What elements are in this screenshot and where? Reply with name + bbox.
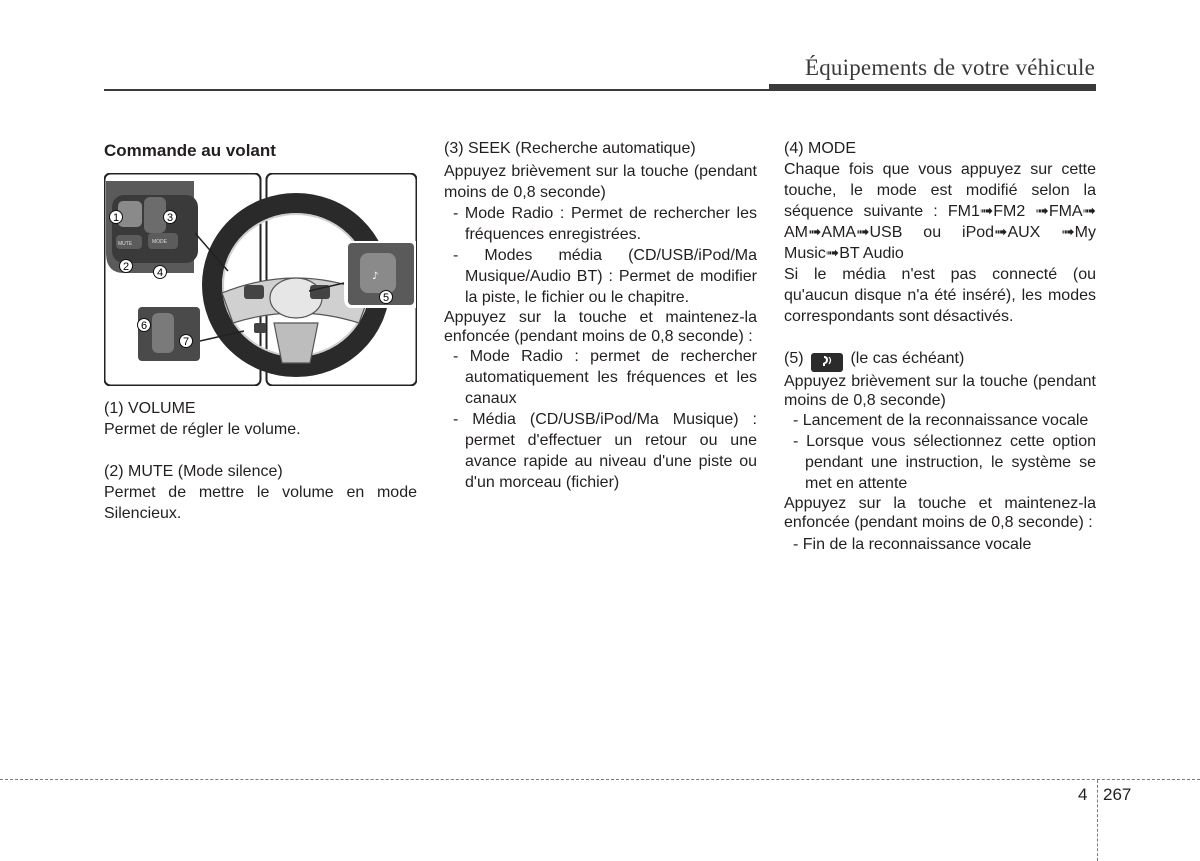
svg-text:♪: ♪ (372, 271, 379, 282)
header-rule-thick (769, 84, 1096, 91)
seek-long-press: Appuyez sur la touche et maintenez-la enfoncée (pendant moins de 0,8 seconde) : (444, 309, 757, 345)
mode-heading: (4) MODE (784, 140, 856, 157)
mute-button-text: MUTE (118, 241, 133, 247)
mute-heading: (2) MUTE (Mode silence) (104, 463, 283, 480)
column-left (104, 138, 417, 524)
seek-short-press: Appuyez brièvement sur la touche (pendant moins de 0,8 seconde) (444, 163, 757, 201)
voice-heading: (5) (le cas échéant) (784, 348, 1096, 372)
mode-button-text: MODE (152, 239, 167, 245)
callout-3: 3 (166, 212, 174, 224)
callout-7: 7 (182, 336, 190, 348)
mute-text: Permet de mettre le volume en mode Silencieux. (104, 484, 417, 522)
column-middle (444, 138, 757, 493)
steering-wheel-figure (104, 173, 417, 386)
voice-short-press: Appuyez brièvement sur la touche (pendant moins de 0,8 seconde) (784, 373, 1096, 409)
page-number: 267 (1103, 785, 1132, 804)
callout-4: 4 (156, 267, 164, 279)
voice-long-press: Appuyez sur la touche et maintenez-la enfoncée (pendant moins de 0,8 seconde) : (784, 495, 1096, 531)
lower-pad-inset (136, 305, 200, 361)
callout-6: 6 (140, 320, 148, 332)
voice-recognition-icon (811, 353, 843, 372)
mode-note: Si le média n'est pas connecté (ou qu'aucun disque n'a été inséré), les modes correspondants sont désactivés. (784, 266, 1096, 325)
voice-short-bullet: - Lancement de la reconnaissance vocale (793, 412, 1089, 429)
page-header-title: Équipements de votre véhicule (804, 55, 1095, 80)
chapter-number: 4 (1078, 785, 1088, 804)
column-right (784, 138, 1096, 555)
volume-text: Permet de régler le volume. (104, 421, 301, 438)
voice-short-bullet: - Lorsque vous sélectionnez cette option pendant une instruction, le système se met en attente (793, 433, 1096, 492)
section-title: Commande au volant (104, 141, 276, 160)
volume-heading: (1) VOLUME (104, 400, 196, 417)
steering-wheel-illustration (104, 173, 417, 386)
seek-short-bullet: - Mode Radio : Permet de rechercher les fréquences enregistrées. (453, 205, 757, 243)
callout-2: 2 (122, 261, 130, 273)
callout-1: 1 (112, 212, 120, 224)
mode-text: Chaque fois que vous appuyez sur cette touche, le mode est modifié selon la séquence suivante : FM1➟FM2 ➟FMA➟ AM➟AMA➟USB ou iPod➟AUX ➟My Music➟BT Audio (784, 161, 1096, 262)
footer-vertical-rule (1097, 780, 1098, 861)
voice-long-bullet: - Fin de la reconnaissance vocale (793, 536, 1032, 553)
seek-long-bullet: - Mode Radio : permet de rechercher automatiquement les fréquences et les canaux (453, 348, 757, 407)
left-pad-inset (106, 181, 198, 273)
seek-heading: (3) SEEK (Recherche automatique) (444, 140, 696, 157)
footer-rule (0, 779, 1200, 780)
callout-5: 5 (382, 292, 390, 304)
seek-long-bullet: - Média (CD/USB/iPod/Ma Musique) : permet d'effectuer un retour ou une avance rapide au niveau d'une piste ou d'un morceau (fichier) (453, 411, 757, 491)
seek-short-bullet: - Modes média (CD/USB/iPod/Ma Musique/Audio BT) : Permet de modifier la piste, le fichier ou le chapitre. (453, 247, 757, 306)
header-rule (104, 89, 769, 91)
